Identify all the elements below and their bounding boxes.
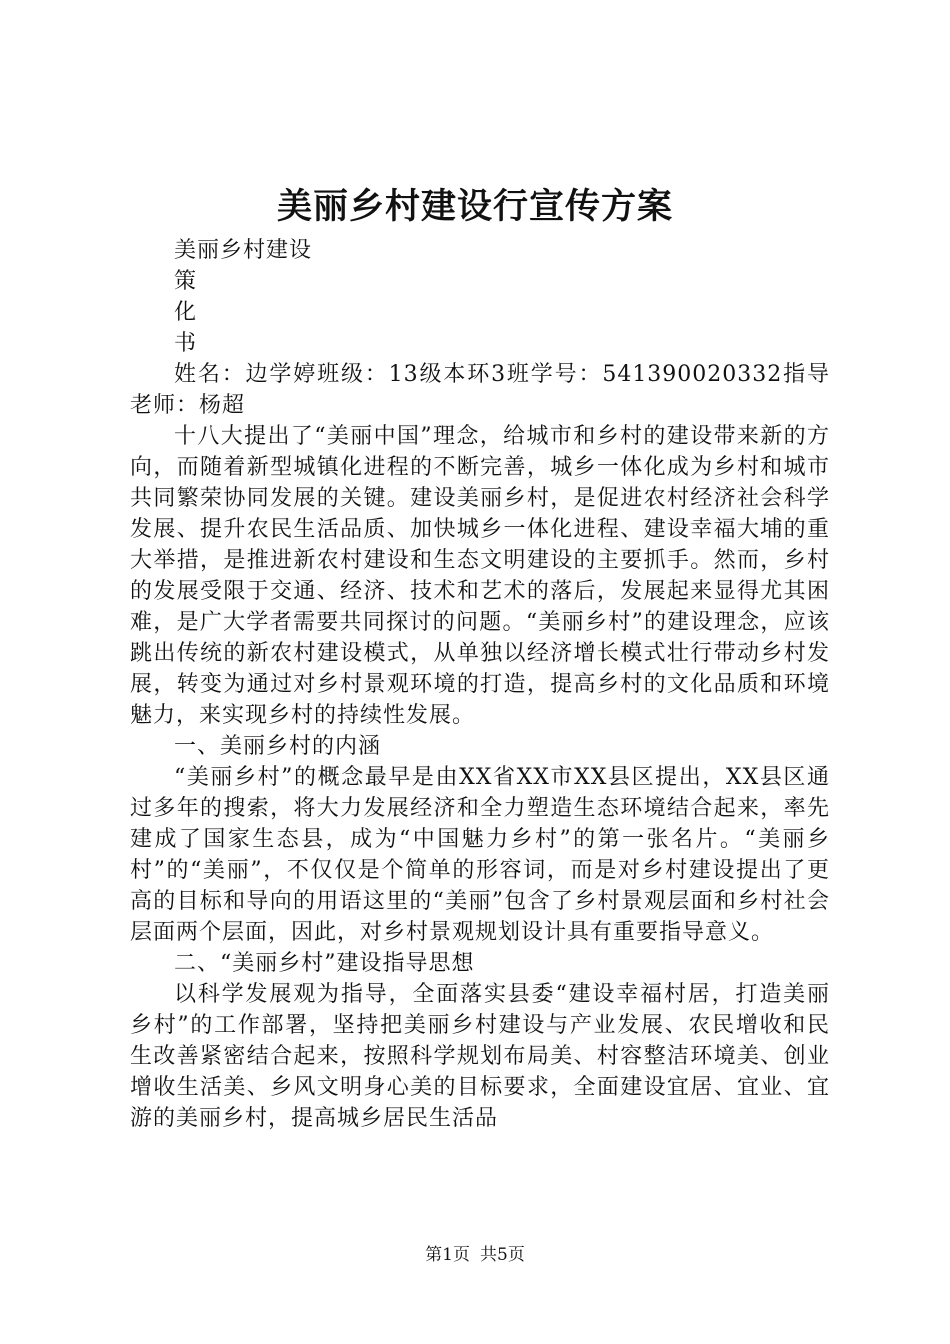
page-number: 第1页 [425,1245,470,1265]
subtitle-line: 美丽乡村建设 [174,238,313,263]
subtitle-char-3: 书 [174,331,198,356]
paragraph-section-1: “美丽乡村”的概念最早是由XX省XX市XX县区提出，XX县区通过多年的搜索，将大力发展经济和全力塑造生态环境结合起来，率先建成了国家生态县，成为“中国魅力乡村”的第一张名片。“美丽乡村”的“美丽”，不仅仅是个简单的形容词，而是对乡村建设提出了更高的目标和导向的用语这里的“美丽”包含了乡村景观层面和乡村社会层面两个层面，因此，对乡村景观规划设计具有重要指导意义。 [130,765,830,945]
author-info: 姓名：边学婷班级：13级本环3班学号：541390020332指导老师：杨超 [130,362,830,418]
section-heading-2: 二、“美丽乡村”建设指导思想 [174,951,475,976]
subtitle-char-2: 化 [174,300,198,325]
document-body [130,235,830,1134]
page-footer [0,1243,950,1267]
section-heading-1: 一、美丽乡村的内涵 [174,734,382,759]
paragraph-section-2: 以科学发展观为指导，全面落实县委“建设幸福村居，打造美丽乡村”的工作部署，坚持把美丽乡村建设与产业发展、农民增收和民生改善紧密结合起来，按照科学规划布局美、村容整洁环境美、创业增收生活美、乡风文明身心美的目标要求，全面建设宜居、宜业、宜游的美丽乡村，提高城乡居民生活品 [130,982,830,1131]
paragraph-intro: 十八大提出了“美丽中国”理念，给城市和乡村的建设带来新的方向，而随着新型城镇化进程的不断完善，城乡一体化成为乡村和城市共同繁荣协同发展的关键。建设美丽乡村，是促进农村经济社会科学发展、提升农民生活品质、加快城乡一体化进程、建设幸福大埔的重大举措，是推进新农村建设和生态文明建设的主要抓手。然而，乡村的发展受限于交通、经济、技术和艺术的落后，发展起来显得尤其困难，是广大学者需要共同探讨的问题。“美丽乡村”的建设理念，应该跳出传统的新农村建设模式，从单独以经济增长模式壮行带动乡村发展，转变为通过对乡村景观环境的打造，提高乡村的文化品质和环境魅力，来实现乡村的持续性发展。 [130,424,830,728]
document-title: 美丽乡村建设行宣传方案 [276,186,673,227]
page-total: 共5页 [480,1245,525,1265]
subtitle-char-1: 策 [174,269,198,294]
